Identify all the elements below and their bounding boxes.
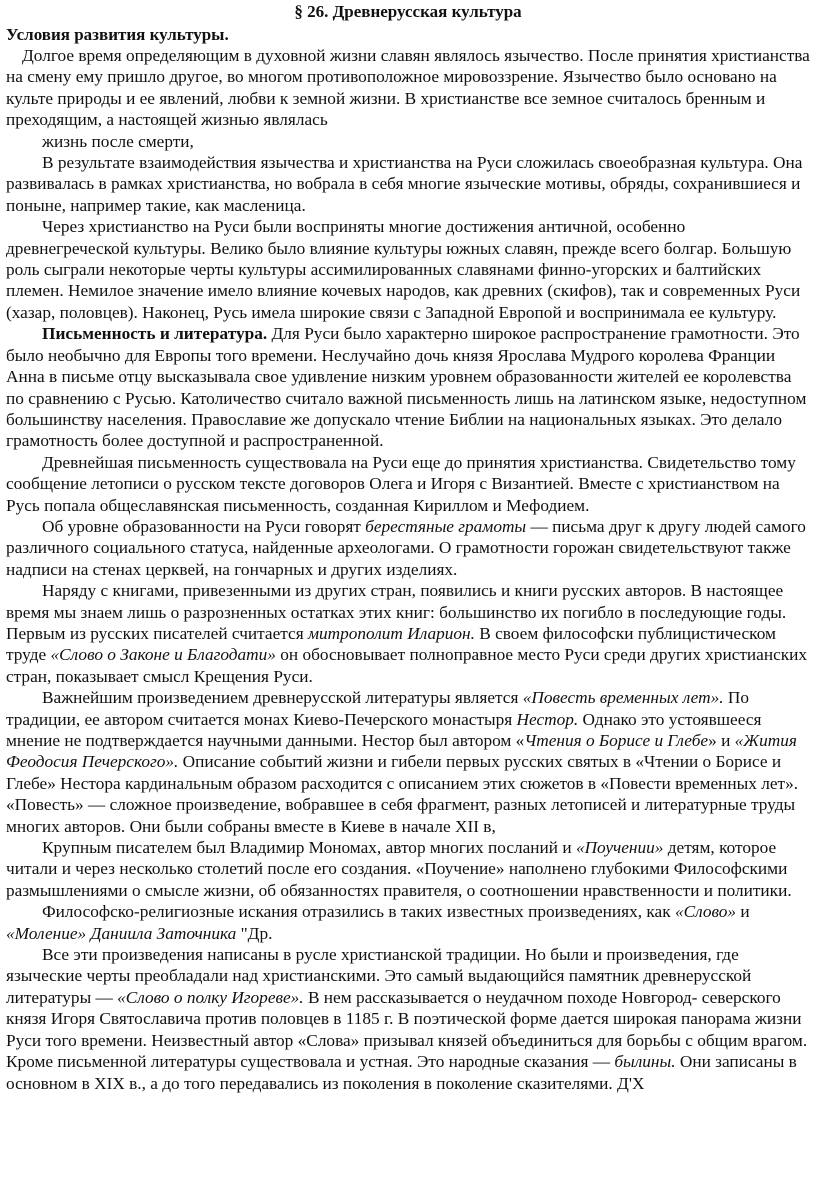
text-run: Однако это устоявшееся мнение не подтверждается научными данными. Нестор был автором « xyxy=(6,709,762,750)
paragraph-interaction xyxy=(6,152,810,216)
text-run: детям, которое читали и через несколько столетий после его создания. «Поучение» наполнено глубокими Философскими размышлениями о смысле жизни, об обязанностях правителя, о соотношении нравственности и политики. xyxy=(6,838,792,900)
text-run: и xyxy=(736,902,750,922)
section-heading-culture-conditions: Условия развития культуры. xyxy=(6,25,229,44)
text-run: он обосновывает полноправное место Руси среди других христианских стран, показывает смысл Крещения Руси. xyxy=(6,645,808,686)
italic-term: «Слово» xyxy=(674,902,737,922)
paragraph-text: Долгое время определяющим в духовной жизни славян являлось язычество. После принятия христианства на смену ему пришло другое, во многом противоположное мировоззрение. Язычество было основано на культе природы и ее явлений, любви к земной жизни. В христианстве все земное считалось бренным и преходящим, а настоящей жизнью являлась xyxy=(6,46,810,130)
paragraph-primary-chronicle xyxy=(6,687,810,837)
section-heading-writing-literature: Письменность и литература. xyxy=(42,324,268,344)
italic-term: «Моление» Даниила Заточника xyxy=(6,923,237,943)
italic-term: «Поучении» xyxy=(575,838,664,858)
italic-term: «Слово о Законе и Благодати» xyxy=(50,645,276,665)
text-run: » и xyxy=(708,731,735,750)
text-run: В нем рассказывается о неудачном походе Новгород- северского князя Игоря Святославича против половцев в 1185 г. В поэтической форме дается широкая панорама жизни Руси того времени. Неизвестный автор «Слова» призывал князей объединиться для борьбы с общим врагом. Кроме письменной литературы существовала и устная. Это народные сказания — xyxy=(6,987,808,1072)
paragraph-text: В результате взаимодействия язычества и христианства на Руси сложилась своеобразная культура. Она развивалась в рамках христианства, но вобрала в себя многие языческие мотивы, обряды, сохранившиеся и поныне, например такие, как масленица. xyxy=(6,153,803,215)
text-run: Описание событий жизни и гибели первых русских святых в «Чтении о Борисе и Глебе» Нестора кардинальным образом расходится с описанием этих сюжетов в «Повести временных лет». «Повесть» — сложное произведение, вобравшее в себя фрагмент, разных летописей и литературные труды многих авторов. Они были собраны вместе в Киеве в начале XII в, xyxy=(6,752,799,836)
text-run: Все эти произведения написаны в русле христианской традиции. Но были и произведения, где языческие черты преобладали над христианскими. Это самый выдающийся памятник древнерусской литературы — xyxy=(6,945,752,1007)
italic-term: «Жития Феодосия Печерского». xyxy=(6,731,797,772)
italic-term: Чтения о Борисе и Глебе xyxy=(524,731,709,750)
paragraph-igor-tale xyxy=(6,944,810,1094)
text-run: Об уровне образованности на Руси говорят xyxy=(42,516,366,536)
paragraph-literacy xyxy=(6,323,810,451)
paragraph-ancient-writing xyxy=(6,452,810,516)
paragraph-text: Древнейшая письменность существовала на Руси еще до принятия христианства. Свидетельство тому сообщение летописи о русском тексте договоров Олега и Игоря с Византией. Вместе с христианством на Русь попала общеславянская письменность, созданная Кириллом и Мефодием. xyxy=(6,452,796,515)
paragraph-monomakh xyxy=(6,837,810,901)
paragraph-text: Через христианство на Руси были восприняты многие достижения античной, особенно древнегреческой культуры. Велико было влияние культуры южных славян, прежде всего болгар. Большую роль сыграли некоторые черты культуры ассимилированных славянами финно-угорских и балтийских племен. Немилое значение имело влияние кочевых народов, как древних (скифов), так и современных Руси (хазар, половцев). Наконец, Русь имела широкие связи с Западной Европой и воспринимала ее культуру. xyxy=(6,217,801,322)
text-run: Наряду с книгами, привезенными из других стран, появились и книги русских авторов. В настоящее время мы знаем лишь о разрозненных остатках этих книг: большинство их погибло в последующие годы. Первым из русских писателей считается xyxy=(6,581,787,643)
paragraph-birch-bark xyxy=(6,516,810,580)
paragraph-paganism xyxy=(6,45,810,131)
paragraph-text: Для Руси было характерно широкое распространение грамотности. Это было необычно для Европы того времени. Неслучайно дочь князя Ярослава Мудрого королева Франции Анна в письме отцу высказывала свое удивление низким уровнем образованности жителей ее королевства по сравнению с Русью. Католичество считало важной письменность лишь на латинском языке, недоступном большинству населения. Православие же допускало чтение Библии на национальных языках. Это делало грамотность более доступной и распространенной. xyxy=(6,324,807,451)
paragraph-afterlife xyxy=(6,131,810,152)
italic-term: Нестор. xyxy=(516,709,579,729)
italic-term: берестяные грамоты xyxy=(365,516,527,536)
italic-term: митрополит Иларион. xyxy=(307,623,475,643)
text-run: В своем философски публицистическом труде xyxy=(6,623,776,665)
text-run: По традиции, ее автором считается монах Киево-Печерского монастыря xyxy=(6,688,749,729)
text-run: Они записаны в основном в XIX в., а до того передавались из поколения в поколение сказителями. Д'Х xyxy=(6,1052,797,1093)
italic-term: «Повесть временных лет». xyxy=(522,688,724,708)
text-run: "Др. xyxy=(236,923,273,943)
text-run: Крупным писателем был Владимир Мономах, автор многих посланий и xyxy=(42,838,576,858)
page-title: § 26. Древнерусская культура xyxy=(294,2,522,21)
paragraph-text: жизнь после смерти, xyxy=(42,131,194,151)
paragraph-philosophical-works xyxy=(6,901,810,944)
italic-term: «Слово о полку Игореве». xyxy=(117,987,304,1007)
text-run: Философско-религиозные искания отразились в таких известных произведениях, как xyxy=(42,902,675,922)
text-run: Важнейшим произведением древнерусской литературы является xyxy=(42,688,523,708)
paragraph-influences xyxy=(6,216,810,323)
paragraph-russian-authors xyxy=(6,580,810,687)
text-run: — письма друг к другу людей самого различного социального статуса, найденные археологами. О грамотности горожан свидетельствуют также надписи на стенах церквей, на гончарных и других изделиях. xyxy=(6,516,806,579)
italic-term: былины. xyxy=(614,1052,676,1072)
